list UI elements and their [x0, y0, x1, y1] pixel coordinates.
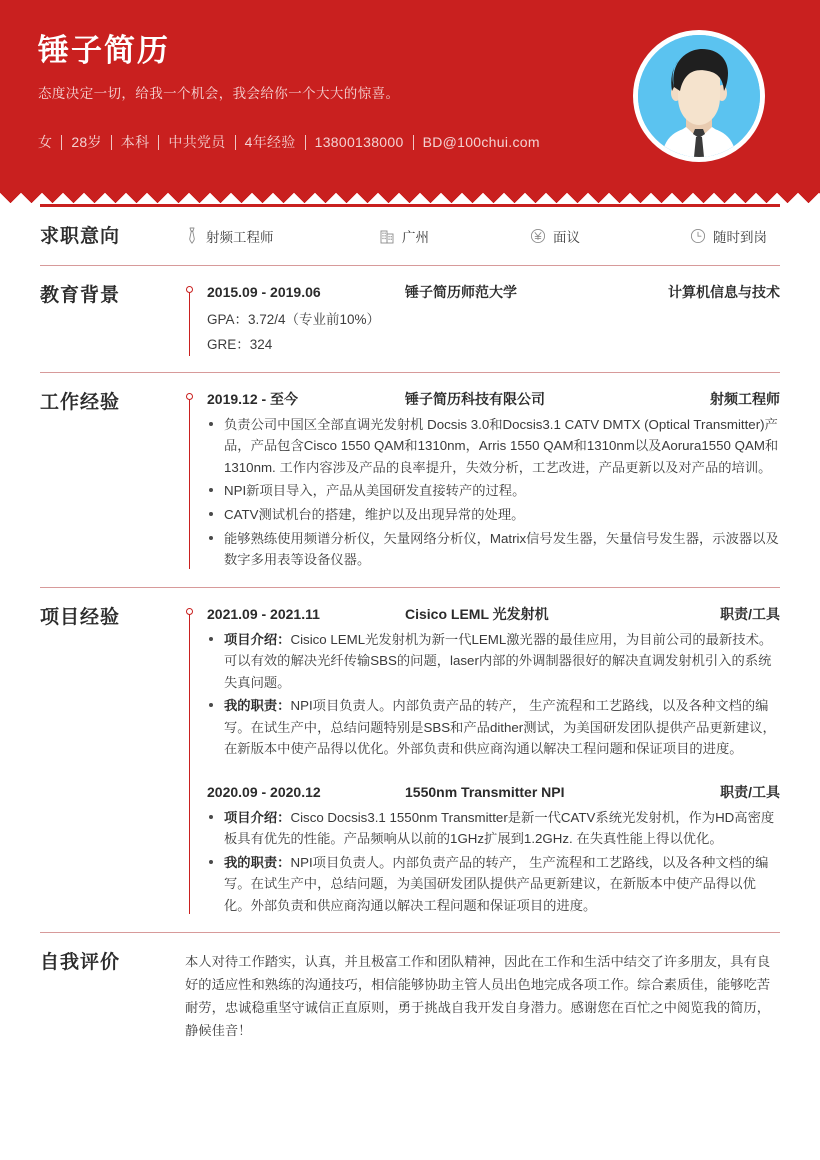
list-item: NPI新项目导入，产品从美国研发直接转产的过程。 — [207, 480, 780, 502]
resume-body — [0, 204, 820, 1057]
bullet-label: 项目介绍： — [224, 809, 291, 825]
clock-icon — [690, 228, 706, 244]
work-entry-head — [207, 389, 780, 409]
section-title-self-evaluation: 自我评价 — [40, 952, 121, 974]
bullet-label: 我的职责： — [224, 698, 291, 714]
meta-divider — [61, 135, 62, 150]
job-intention-row — [185, 223, 780, 246]
necktie-icon — [185, 227, 199, 245]
meta-divider — [235, 135, 236, 150]
intent-availability-label: 随时到岗 — [713, 230, 767, 245]
education-date: 2015.09 - 2019.06 — [207, 283, 321, 300]
project-timeline — [185, 604, 780, 917]
meta-divider — [158, 135, 159, 150]
meta-degree: 本科 — [120, 134, 150, 151]
project-role: 职责/工具 — [720, 605, 780, 622]
intent-salary-label: 面议 — [553, 230, 580, 245]
section-education — [40, 265, 780, 372]
list-item: CATV测试机台的搭建，维护以及出现异常的处理。 — [207, 504, 780, 526]
education-details — [207, 307, 780, 358]
building-icon — [380, 228, 395, 244]
education-school: 锤子简历师范大学 — [405, 283, 517, 300]
education-timeline — [185, 282, 780, 358]
work-timeline — [185, 389, 780, 571]
section-title-job-intention: 求职意向 — [40, 226, 121, 247]
section-self-evaluation — [40, 932, 780, 1056]
list-item: 能够熟练使用频谱分析仪，矢量网络分析仪，Matrix信号发生器，矢量信号发生器，示波器以及数字多用表等设备仪器。 — [207, 528, 780, 571]
meta-email: BD@100chui.com — [422, 134, 540, 151]
bullet-text: Cisco Docsis3.1 1550nm Transmitter是新一代CATV系统光发射机，作为HD高密度板具有优先的性能。产品频响从以前的1GHz扩展到1.2GHz. 在失真性能上得以优化。 — [224, 809, 775, 847]
resume-header — [0, 0, 820, 204]
work-entry — [207, 389, 780, 571]
section-work-experience — [40, 372, 780, 587]
project-entry — [207, 604, 780, 760]
intent-location-label: 广州 — [402, 230, 429, 245]
avatar-person-illustration — [638, 35, 760, 157]
meta-divider — [413, 135, 414, 150]
section-project-experience — [40, 587, 780, 933]
list-item: 负责公司中国区全部直调光发射机 Docsis 3.0和Docsis3.1 CATV DMTX (Optical Transmitter)产品，产品包含Cisco 1550 QAM和1310nm，Arris 1550 QAM和1310nm以及Aorura1550 QAM和1310nm. 工作内容涉及产品的良率提升，失效分析，工艺改进，产品更新以及对产品的培训。 — [207, 414, 780, 479]
work-bullet-list — [207, 414, 780, 571]
avatar-image — [638, 35, 760, 157]
bullet-text: Cisico LEML光发射机为新一代LEML激光器的最佳应用，为目前公司的最新技术。可以有效的解决光纤传输SBS的问题，laser内部的外调制器很好的解决直调发射机引入的系统失真问题。 — [224, 631, 773, 690]
project-entry — [207, 782, 780, 917]
project-entry-head — [207, 782, 780, 802]
bullet-text: NPI项目负责人。内部负责产品的转产， 生产流程和工艺路线，以及各种文档的编写。在试生产中，总结问题，为美国研发团队提供产品更新建议，在新版本中使产品得以优化。外部负责和供应商沟通以解决工程问题和保证项目的进度。 — [224, 854, 769, 913]
project-entry-head — [207, 604, 780, 624]
meta-divider — [111, 135, 112, 150]
project-bullet-list — [207, 629, 780, 760]
zigzag-divider — [0, 187, 820, 204]
section-job-intention — [40, 204, 780, 265]
section-title-work-experience: 工作经验 — [40, 391, 121, 413]
intent-location — [380, 226, 530, 246]
project-date: 2020.09 - 2020.12 — [207, 783, 321, 800]
education-major: 计算机信息与技术 — [668, 283, 780, 300]
header-slogan: 态度决定一切，给我一个机会，我会给你一个大大的惊喜。 — [38, 86, 400, 102]
project-role: 职责/工具 — [720, 783, 780, 800]
project-name: 1550nm Transmitter NPI — [405, 783, 565, 800]
education-entry — [207, 282, 780, 358]
work-company: 锤子简历科技有限公司 — [405, 390, 545, 407]
education-gre: GRE：324 — [207, 337, 273, 353]
meta-age: 28岁 — [71, 134, 102, 151]
bullet-label: 项目介绍： — [224, 631, 291, 647]
bullet-text: NPI项目负责人。内部负责产品的转产， 生产流程和工艺路线，以及各种文档的编写。在试生产中，总结问题特别是SBS和产品dither测试，为美国研发团队提供产品更新建议，在新版本中使产品得以优化。外部负责和供应商沟通以解决工程问题和保证项目的进度。 — [224, 698, 776, 757]
work-role: 射频工程师 — [710, 390, 780, 407]
intent-availability — [690, 226, 767, 246]
intent-salary — [530, 226, 690, 246]
bullet-label: 我的职责： — [224, 854, 291, 870]
intent-position-label: 射频工程师 — [206, 230, 274, 245]
section-title-education: 教育背景 — [40, 284, 121, 306]
project-bullet-list — [207, 807, 780, 917]
meta-gender: 女 — [38, 134, 53, 151]
self-evaluation-text: 本人对待工作踏实，认真，并且极富工作和团队精神，因此在工作和生活中结交了许多朋友，具有良好的适应性和熟练的沟通技巧，相信能够协助主管人员出色地完成各项工作。综合素质佳，能够吃苦耐劳，忠诚稳重坚守诚信正直原则，勇于挑战自我开发自身潜力。感谢您在百忙之中阅览我的简历，静候佳音！ — [185, 954, 771, 1039]
page-title: 锤子简历 — [38, 33, 170, 68]
project-date: 2021.09 - 2021.11 — [207, 605, 320, 622]
list-item — [207, 695, 780, 760]
meta-phone: 13800138000 — [314, 134, 404, 151]
list-item — [207, 807, 780, 850]
education-entry-head — [207, 282, 780, 302]
section-title-project-experience: 项目经验 — [40, 606, 121, 628]
meta-experience: 4年经验 — [244, 134, 296, 151]
avatar — [633, 30, 765, 162]
project-name: Cisico LEML 光发射机 — [405, 605, 549, 622]
list-item — [207, 629, 780, 694]
meta-political-status: 中共党员 — [168, 134, 226, 151]
education-gpa: GPA：3.72/4（专业前10%） — [207, 311, 381, 327]
work-date: 2019.12 - 至今 — [207, 390, 299, 407]
list-item — [207, 852, 780, 917]
meta-divider — [305, 135, 306, 150]
yen-circle-icon — [530, 228, 546, 244]
intent-position — [185, 226, 380, 246]
